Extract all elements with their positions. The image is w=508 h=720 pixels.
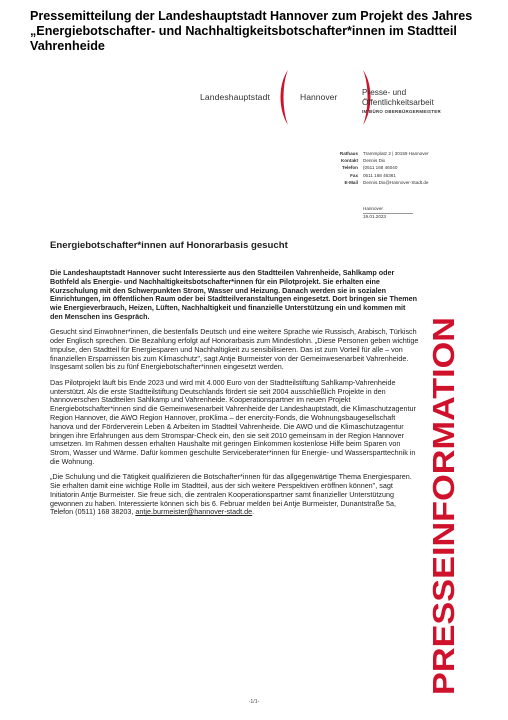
logo-arc-left-icon (277, 70, 291, 125)
body-paragraph-contact (50, 473, 420, 517)
contact-label: E-Mail (344, 179, 358, 185)
contact-block (300, 150, 429, 186)
contact-row (300, 164, 429, 171)
article-headline: Energiebotschafter*innen auf Honorarbasis gesucht (50, 240, 288, 251)
body-paragraph-text: „Die Schulung und die Tätigkeit qualifizieren die Botschafter*innen für das allgegenwärtige Thema Energiesparen. Sie erhalten damit eine wichtige Rolle im Stadtteil, aus der sich weitere Perspektiven eröffnen können", sagt Initiatorin Antje Burmeister. Sie freue sich, die zentralen Kooperationspartner samt finanzieller Unterstützung gewonnen zu haben. Interessierte können sich bis 6. Februar melden bei Antje Burmeister, Dunantstraße 5a, Telefon (0511) 168 38203, (50, 472, 412, 517)
press-office-block (362, 88, 441, 117)
side-label-text: PRESSEINFORMATION (426, 352, 461, 695)
press-office-line2: Öffentlichkeitsarbeit (362, 97, 434, 107)
article-body (50, 269, 420, 524)
contact-value: (0511 168 46040 (363, 165, 398, 171)
paragraph-end: . (252, 507, 255, 517)
contact-email[interactable]: Dennis.Dix@Hannover-Stadt.de (363, 179, 429, 185)
contact-label: Fax (350, 172, 358, 178)
email-link[interactable]: antje.burmeister@hannover-stadt.de (135, 507, 253, 517)
presseinformation-side-label (422, 310, 462, 700)
date-block (363, 206, 413, 220)
body-paragraph: Das Pilotprojekt läuft bis Ende 2023 und wird mit 4.000 Euro von der Stadtteilstiftung Sahlkamp-Vahrenheide unterstützt. Als die erste Stadtteilstiftung Deutschlands fördert sie seit 2004 ausschließlich Projekte in den hannoverschen Stadtteilen Sahlkamp und Vahrenheide. Kooperationspartner im neuen Projekt Energiebotschafter*innen sind die Gemeinwesenarbeit Vahrenheide der Landeshauptstadt, die Klimaschutzagentur Region Hannover, die AWO Region Hannover, proKlima – der enercity-Fonds, die Wohnungsbaugesellschaft hanova und der Förderverein Leben & Arbeiten im Stadtteil Vahrenheide. Die AWO und die Klimaschutzagentur bringen ihre Erfahrungen aus dem Stromspar-Check ein, den sie seit 2010 gemeinsam in der Region Hannover umsetzen. Im Rahmen dessen erhalten Haushalte mit geringen Einkommen kostenlose Hilfe beim Sparen von Strom, Wasser und Wärme. Dafür kommen geschulte Serviceberater*innen für Energie- und Wassersparttechnik in die Wohnung. (50, 377, 416, 466)
contact-value: Trammplatz 2 | 30159 Hannover (363, 151, 429, 156)
contact-label: Rathaus (339, 151, 358, 156)
contact-row (300, 172, 429, 179)
press-office-line3: IM BÜRO OBERBÜRGERMEISTER (362, 109, 441, 114)
body-paragraph: Gesucht sind Einwohner*innen, die bestenfalls Deutsch und eine weitere Sprache wie Russisch, Arabisch, Türkisch oder Englisch sprechen. Die Bezahlung erfolgt auf Honorarbasis zum Mindestlohn. „Diese Personen geben wichtige Impulse, den Stadtteil für Energiesparen und Nachhaltigkeit zu sensibilisieren. Das ist zum Vorteil für alle – von finanziellen Ersparnissen bis zum Klimaschutz", sagt Antje Burmeister von der Gemeinwesenarbeit Vahrenheide. Insgesamt sollen bis zu fünf Energiebotschafter*innen eingesetzt werden. (50, 327, 419, 372)
press-office-line1: Presse- und (362, 88, 407, 97)
contact-row (300, 150, 429, 157)
contact-row (300, 179, 429, 186)
contact-value: Dennis Dix (363, 158, 386, 164)
document-title: Pressemitteilung der Landeshauptstadt Hannover zum Projekt des Jahres „Energiebotschafter- und Nachhaltigkeitsbotschafter*innen im Stadtteil Vahrenheide (30, 9, 473, 53)
date-value: 19.01.2023 (363, 214, 386, 219)
date-label: Hannover (363, 206, 383, 211)
contact-row (300, 157, 429, 164)
contact-label: Kontakt (340, 158, 358, 164)
contact-label: Telefon (342, 165, 358, 171)
contact-value: 0511 168 46361 (363, 172, 396, 178)
logo-text-right: Hannover (300, 92, 338, 102)
lead-paragraph: Die Landeshauptstadt Hannover sucht Interessierte aus den Stadtteilen Vahrenheide, Sahlkamp oder Bothfeld als Energie- und Nachhaltigkeitsbotschafter*innen für ein Pilotprojekt. Sie erhalten eine Kurzschulung mit den Schwerpunkten Strom, Wasser und Heizung. Danach werden sie in sozialen Einrichtungen, im öffentlichen Raum oder bei Stadtteilveranstaltungen eingesetzt. Dort bringen sie Themen wie Energieverbrauch, Heizen, Lüften, Nachhaltigkeit und finanzielle Unterstützung ein und kommen mit den Menschen ins Gespräch. (50, 268, 418, 321)
logo-text-left: Landeshauptstadt (200, 92, 270, 102)
page-number: -1/1- (248, 699, 260, 705)
city-logo (200, 70, 490, 125)
